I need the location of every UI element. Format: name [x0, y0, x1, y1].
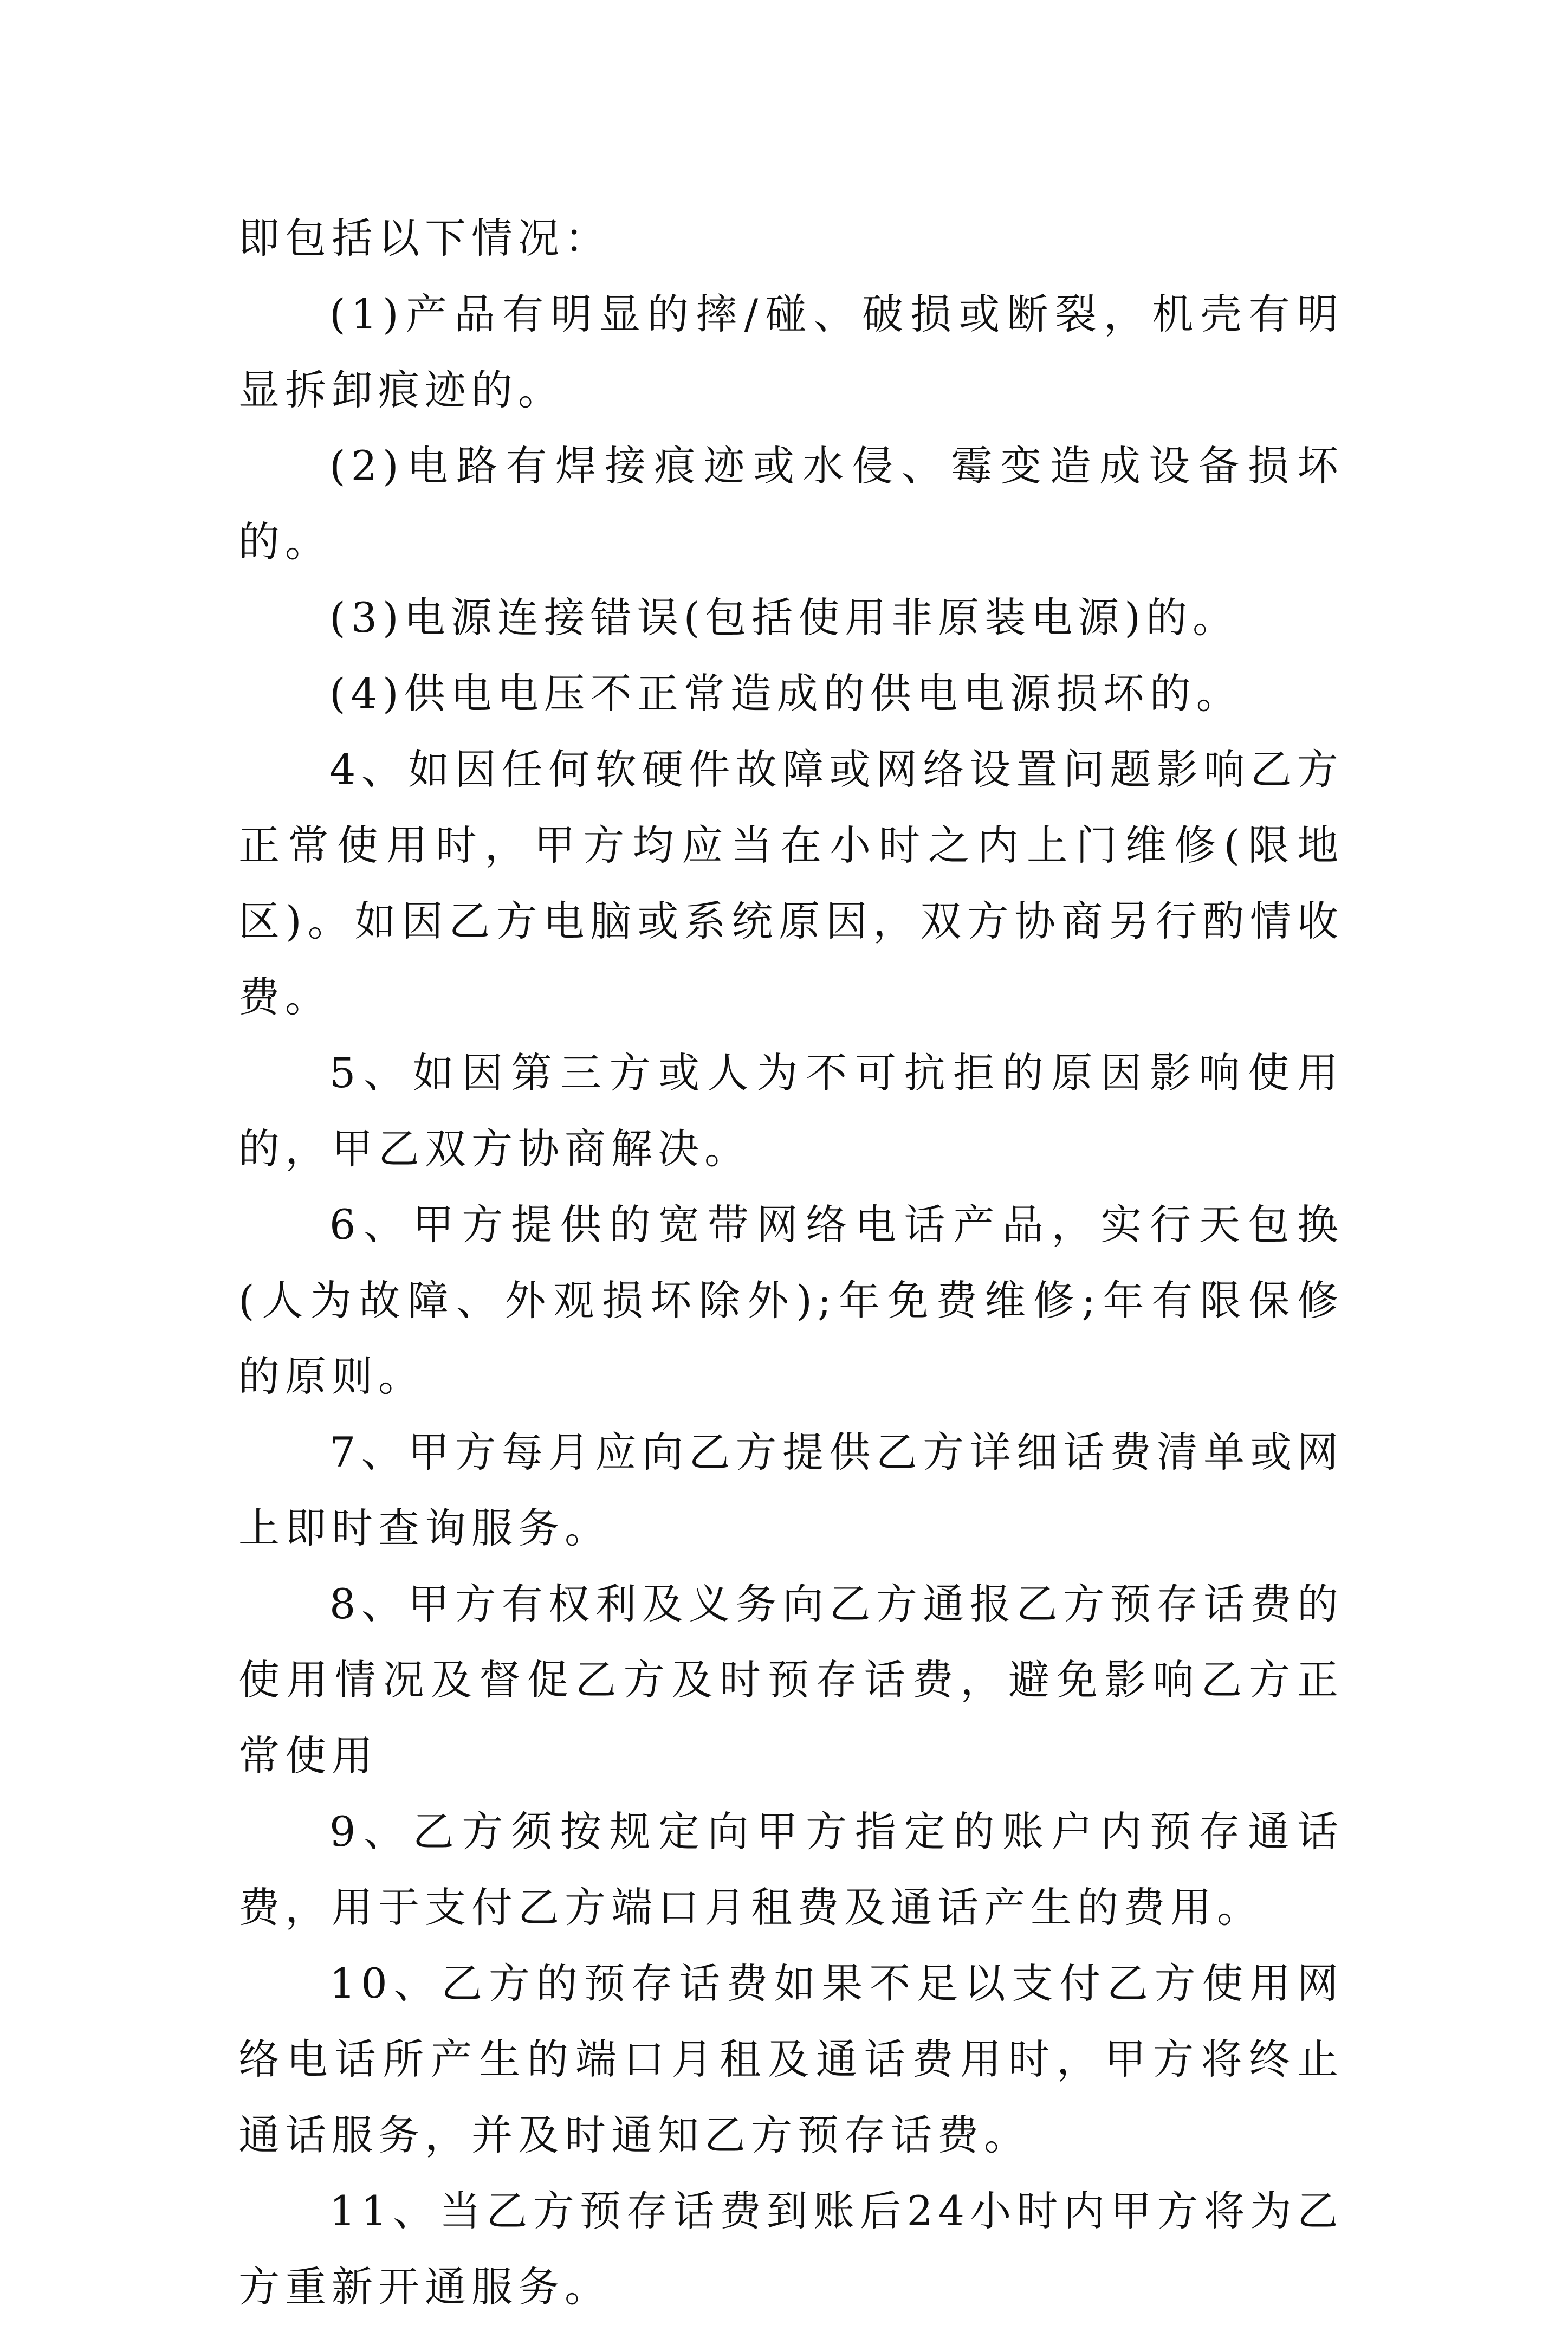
- paragraph-clause-6: 6、甲方提供的宽带网络电话产品，实行天包换(人为故障、外观损坏除外);年免费维修;年有限保修的原则。: [238, 1200, 1344, 1400]
- paragraph-item-3: (3)电源连接错误(包括使用非原装电源)的。: [329, 593, 1239, 642]
- paragraph-clause-11: 11、当乙方预存话费到账后24小时内甲方将为乙方重新开通服务。: [238, 2187, 1344, 2311]
- paragraph-clause-7: 7、甲方每月应向乙方提供乙方详细话费清单或网上即时查询服务。: [238, 1428, 1344, 1552]
- paragraph-item-4: (4)供电电压不正常造成的供电电源损坏的。: [329, 669, 1243, 718]
- paragraph-clause-10: 10、乙方的预存话费如果不足以支付乙方使用网络电话所产生的端口月租及通话费用时，甲方将终止通话服务，并及时通知乙方预存话费。: [238, 1959, 1344, 2159]
- paragraph-clause-9: 9、乙方须按规定向甲方指定的账户内预存通话费，用于支付乙方端口月租费及通话产生的费用。: [238, 1807, 1344, 1932]
- paragraph-clause-8: 8、甲方有权利及义务向乙方通报乙方预存话费的使用情况及督促乙方及时预存话费，避免影响乙方正常使用: [238, 1580, 1344, 1780]
- document-body: [238, 201, 1344, 2325]
- paragraph-item-1: (1)产品有明显的摔/碰、破损或断裂，机壳有明显拆卸痕迹的。: [238, 290, 1344, 414]
- paragraph-intro: 即包括以下情况：: [238, 214, 611, 262]
- paragraph-item-2: (2)电路有焊接痕迹或水侵、霉变造成设备损坏的。: [238, 442, 1344, 566]
- paragraph-clause-4: 4、如因任何软硬件故障或网络设置问题影响乙方正常使用时，甲方均应当在小时之内上门维修(限地区)。如因乙方电脑或系统原因，双方协商另行酌情收费。: [238, 745, 1344, 1021]
- paragraph-clause-5: 5、如因第三方或人为不可抗拒的原因影响使用的，甲乙双方协商解决。: [238, 1049, 1344, 1173]
